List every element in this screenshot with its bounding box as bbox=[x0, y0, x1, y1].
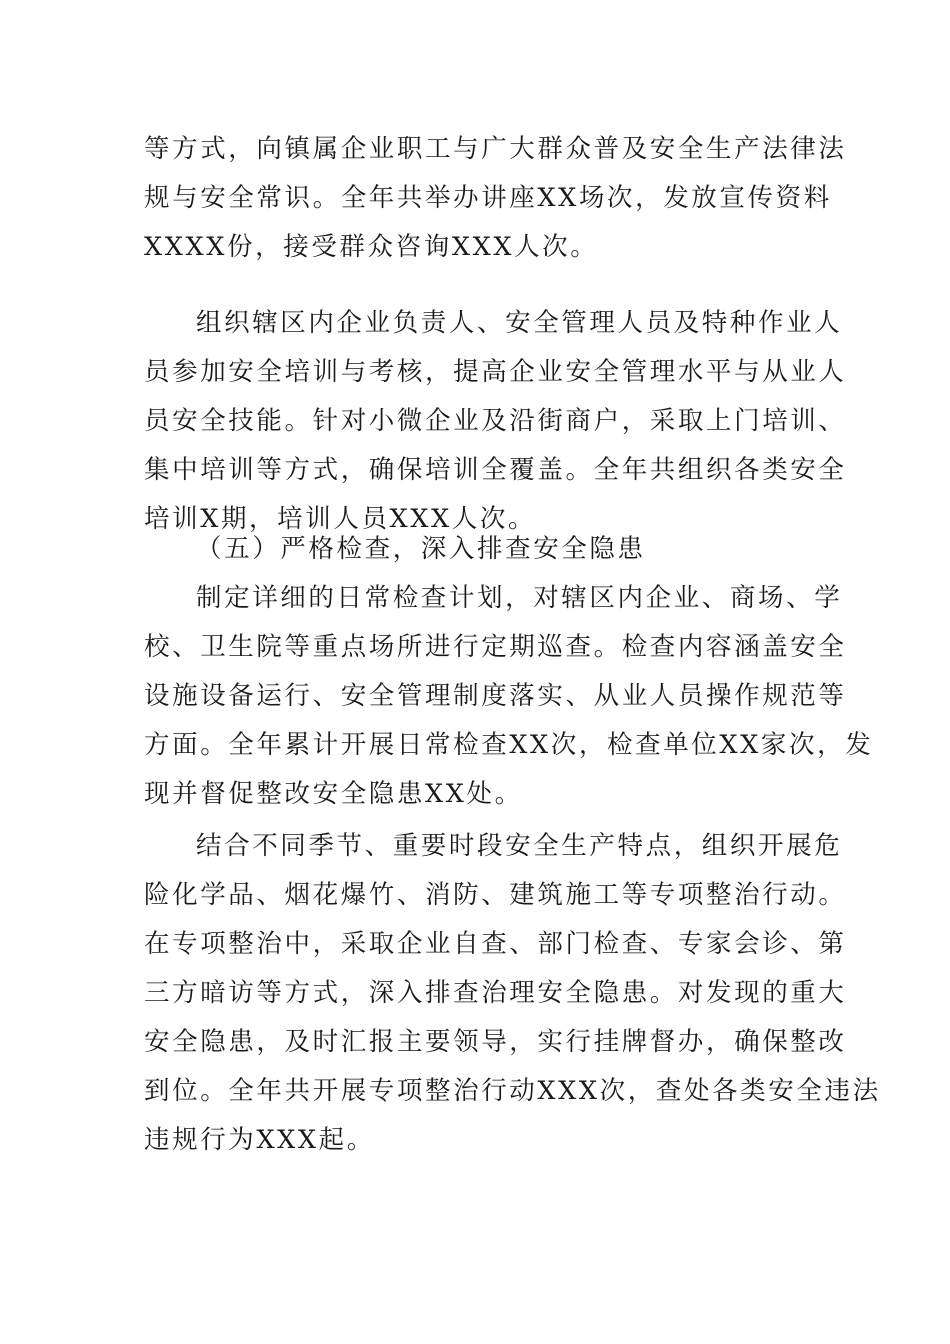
paragraph-line: 等方式，向镇属企业职工与广大群众普及安全生产法律法 bbox=[144, 134, 847, 164]
paragraph-line: 培训X期，培训人员XXX人次。 bbox=[144, 504, 537, 534]
paragraph-line: 三方暗访等方式，深入排查治理安全隐患。对发现的重大 bbox=[144, 978, 847, 1008]
paragraph-line: 设施设备运行、安全管理制度落实、从业人员操作规范等 bbox=[144, 681, 847, 711]
paragraph-line: 校、卫生院等重点场所进行定期巡查。检查内容涵盖安全 bbox=[144, 632, 847, 662]
paragraph-line: 违规行为XXX起。 bbox=[144, 1125, 375, 1155]
paragraph-line: 险化学品、烟花爆竹、消防、建筑施工等专项整治行动。 bbox=[144, 880, 847, 910]
paragraph-line: 集中培训等方式，确保培训全覆盖。全年共组织各类安全 bbox=[144, 455, 847, 485]
paragraph-line: 到位。全年共开展专项整治行动XXX次，查处各类安全违法 bbox=[144, 1076, 881, 1106]
paragraph-line: 安全隐患，及时汇报主要领导，实行挂牌督办，确保整改 bbox=[144, 1027, 847, 1057]
paragraph-line: 在专项整治中，采取企业自查、部门检查、专家会诊、第 bbox=[144, 929, 847, 959]
paragraph-line: 现并督促整改安全隐患XX处。 bbox=[144, 779, 523, 809]
paragraph-line: 规与安全常识。全年共举办讲座XX场次，发放宣传资料 bbox=[144, 183, 832, 213]
paragraph-line: 员参加安全培训与考核，提高企业安全管理水平与从业人 bbox=[144, 357, 847, 387]
paragraph-line: XXXX份，接受群众咨询XXX人次。 bbox=[144, 232, 599, 262]
paragraph-line: 结合不同季节、重要时段安全生产特点，组织开展危 bbox=[196, 831, 843, 861]
paragraph-line: 组织辖区内企业负责人、安全管理人员及特种作业人 bbox=[196, 308, 843, 338]
section-heading: （五）严格检查，深入排查安全隐患 bbox=[196, 534, 646, 564]
paragraph-line: 员安全技能。针对小微企业及沿街商户，采取上门培训、 bbox=[144, 406, 847, 436]
paragraph-line: 方面。全年累计开展日常检查XX次，检查单位XX家次，发 bbox=[144, 730, 874, 760]
paragraph-line: 制定详细的日常检查计划，对辖区内企业、商场、学 bbox=[196, 583, 843, 613]
